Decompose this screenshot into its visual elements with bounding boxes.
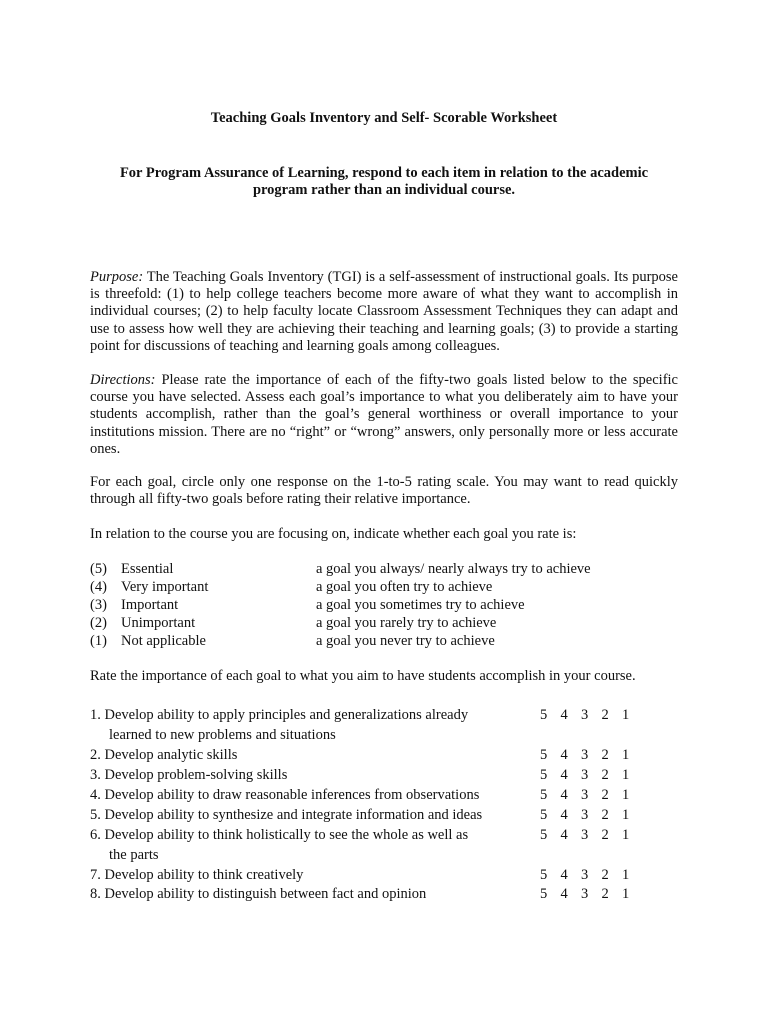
- scale-number: (4): [90, 579, 107, 595]
- rating-option[interactable]: 2: [601, 707, 609, 723]
- goal-rating: [540, 705, 643, 725]
- rating-option[interactable]: 3: [581, 707, 589, 723]
- goal-text: 7. Develop ability to think creatively: [90, 867, 304, 883]
- goal-text: 8. Develop ability to distinguish between fact and opinion: [90, 886, 427, 902]
- goal-text-continued: the parts: [109, 847, 159, 863]
- rating-option[interactable]: 1: [622, 767, 630, 783]
- goal-item: [90, 765, 678, 785]
- circle-instruction: For each goal, circle only one response on the 1-to-5 rating scale. You may want to read quickly through all fifty-two goals before rating their relative importance.: [90, 474, 678, 508]
- scale-row: [90, 633, 650, 651]
- purpose-text: The Teaching Goals Inventory (TGI) is a self-assessment of instructional goals. Its purpose is threefold: (1) to help college teachers become more aware of what they want to accomplish in individual courses; (2) to help faculty locate Classroom Assessment Techniques they can adapt and use to assess how well they are achieving their teaching and learning goals; (3) to provide a starting point for discussions of teaching and learning goals among colleagues.: [90, 269, 678, 354]
- scale-name: Very important: [121, 579, 209, 595]
- rating-option[interactable]: 4: [560, 747, 568, 763]
- rating-option[interactable]: 5: [540, 787, 548, 803]
- rating-option[interactable]: 3: [581, 747, 589, 763]
- goal-text: 1. Develop ability to apply principles and generalizations already: [90, 707, 469, 723]
- rating-option[interactable]: 3: [581, 787, 589, 803]
- goal-item: [90, 884, 678, 904]
- scale-number: (1): [90, 633, 107, 649]
- goal-rating: [540, 865, 643, 885]
- rating-option[interactable]: 4: [560, 867, 568, 883]
- scale-description: a goal you always/ nearly always try to achieve: [316, 561, 591, 577]
- goal-text: 4. Develop ability to draw reasonable inferences from observations: [90, 787, 480, 803]
- rating-option[interactable]: 4: [560, 767, 568, 783]
- rating-option[interactable]: 2: [601, 886, 609, 902]
- goal-item: [90, 705, 678, 745]
- page-title: Teaching Goals Inventory and Self- Scorable Worksheet: [210, 110, 558, 126]
- page-subtitle: For Program Assurance of Learning, respond to each item in relation to the academic program rather than an individual course.: [119, 165, 649, 198]
- rating-option[interactable]: 4: [560, 886, 568, 902]
- rating-option[interactable]: 2: [601, 767, 609, 783]
- goal-item: [90, 785, 678, 805]
- scale-number: (2): [90, 615, 107, 631]
- rate-instruction: Rate the importance of each goal to what you aim to have students accomplish in your course.: [90, 668, 636, 684]
- rating-option[interactable]: 1: [622, 827, 630, 843]
- purpose-paragraph: [90, 269, 678, 355]
- goal-item: [90, 745, 678, 765]
- rating-option[interactable]: 3: [581, 807, 589, 823]
- rating-option[interactable]: 5: [540, 867, 548, 883]
- directions-paragraph: [90, 372, 678, 458]
- goal-text-continued: learned to new problems and situations: [109, 727, 336, 743]
- scale-row: [90, 597, 650, 615]
- goal-rating: [540, 884, 643, 904]
- goal-text: 3. Develop problem-solving skills: [90, 767, 288, 783]
- goal-item: [90, 865, 678, 885]
- goal-rating: [540, 805, 643, 825]
- scale-row: [90, 561, 650, 579]
- rating-option[interactable]: 4: [560, 807, 568, 823]
- rating-option[interactable]: 5: [540, 807, 548, 823]
- rating-option[interactable]: 5: [540, 886, 548, 902]
- rating-option[interactable]: 1: [622, 707, 630, 723]
- rating-option[interactable]: 3: [581, 867, 589, 883]
- goal-text: 6. Develop ability to think holistically to see the whole as well as: [90, 827, 469, 843]
- rating-option[interactable]: 4: [560, 787, 568, 803]
- goal-item: [90, 825, 678, 865]
- rating-option[interactable]: 4: [560, 707, 568, 723]
- scale-number: (3): [90, 597, 107, 613]
- rating-option[interactable]: 5: [540, 707, 548, 723]
- scale-name: Important: [121, 597, 179, 613]
- scale-description: a goal you often try to achieve: [316, 579, 493, 595]
- rating-option[interactable]: 1: [622, 807, 630, 823]
- goal-text: 2. Develop analytic skills: [90, 747, 238, 763]
- rating-option[interactable]: 2: [601, 807, 609, 823]
- rating-option[interactable]: 2: [601, 827, 609, 843]
- rating-option[interactable]: 5: [540, 767, 548, 783]
- rating-option[interactable]: 3: [581, 827, 589, 843]
- scale-description: a goal you sometimes try to achieve: [316, 597, 525, 613]
- directions-text: Please rate the importance of each of the fifty-two goals listed below to the specific course you have selected. Assess each goal’s importance to what you deliberately aim to have your students accomplish, rather than the goal’s general worthiness or overall importance to your institutions mission. There are no “right” or “wrong” answers, only personally more or less accurate ones.: [90, 372, 678, 457]
- rating-option[interactable]: 1: [622, 747, 630, 763]
- rating-option[interactable]: 3: [581, 886, 589, 902]
- scale-name: Not applicable: [121, 633, 206, 649]
- goal-rating: [540, 745, 643, 765]
- goal-rating: [540, 785, 643, 805]
- rating-option[interactable]: 2: [601, 787, 609, 803]
- goal-text: 5. Develop ability to synthesize and integrate information and ideas: [90, 807, 483, 823]
- scale-row: [90, 615, 650, 633]
- scale-number: (5): [90, 561, 107, 577]
- scale-name: Essential: [121, 561, 174, 577]
- scale-name: Unimportant: [121, 615, 196, 631]
- goal-rating: [540, 825, 643, 845]
- rating-option[interactable]: 1: [622, 787, 630, 803]
- goal-rating: [540, 765, 643, 785]
- scale-description: a goal you rarely try to achieve: [316, 615, 497, 631]
- rating-option[interactable]: 2: [601, 747, 609, 763]
- scale-description: a goal you never try to achieve: [316, 633, 495, 649]
- rating-option[interactable]: 3: [581, 767, 589, 783]
- directions-label: Directions:: [90, 372, 156, 388]
- rating-option[interactable]: 5: [540, 747, 548, 763]
- rating-option[interactable]: 1: [622, 867, 630, 883]
- scale-row: [90, 579, 650, 597]
- rating-option[interactable]: 4: [560, 827, 568, 843]
- rating-option[interactable]: 5: [540, 827, 548, 843]
- rating-option[interactable]: 2: [601, 867, 609, 883]
- goal-item: [90, 805, 678, 825]
- rating-option[interactable]: 1: [622, 886, 630, 902]
- purpose-label: Purpose:: [90, 269, 144, 285]
- relation-instruction: In relation to the course you are focusing on, indicate whether each goal you rate is:: [90, 526, 577, 542]
